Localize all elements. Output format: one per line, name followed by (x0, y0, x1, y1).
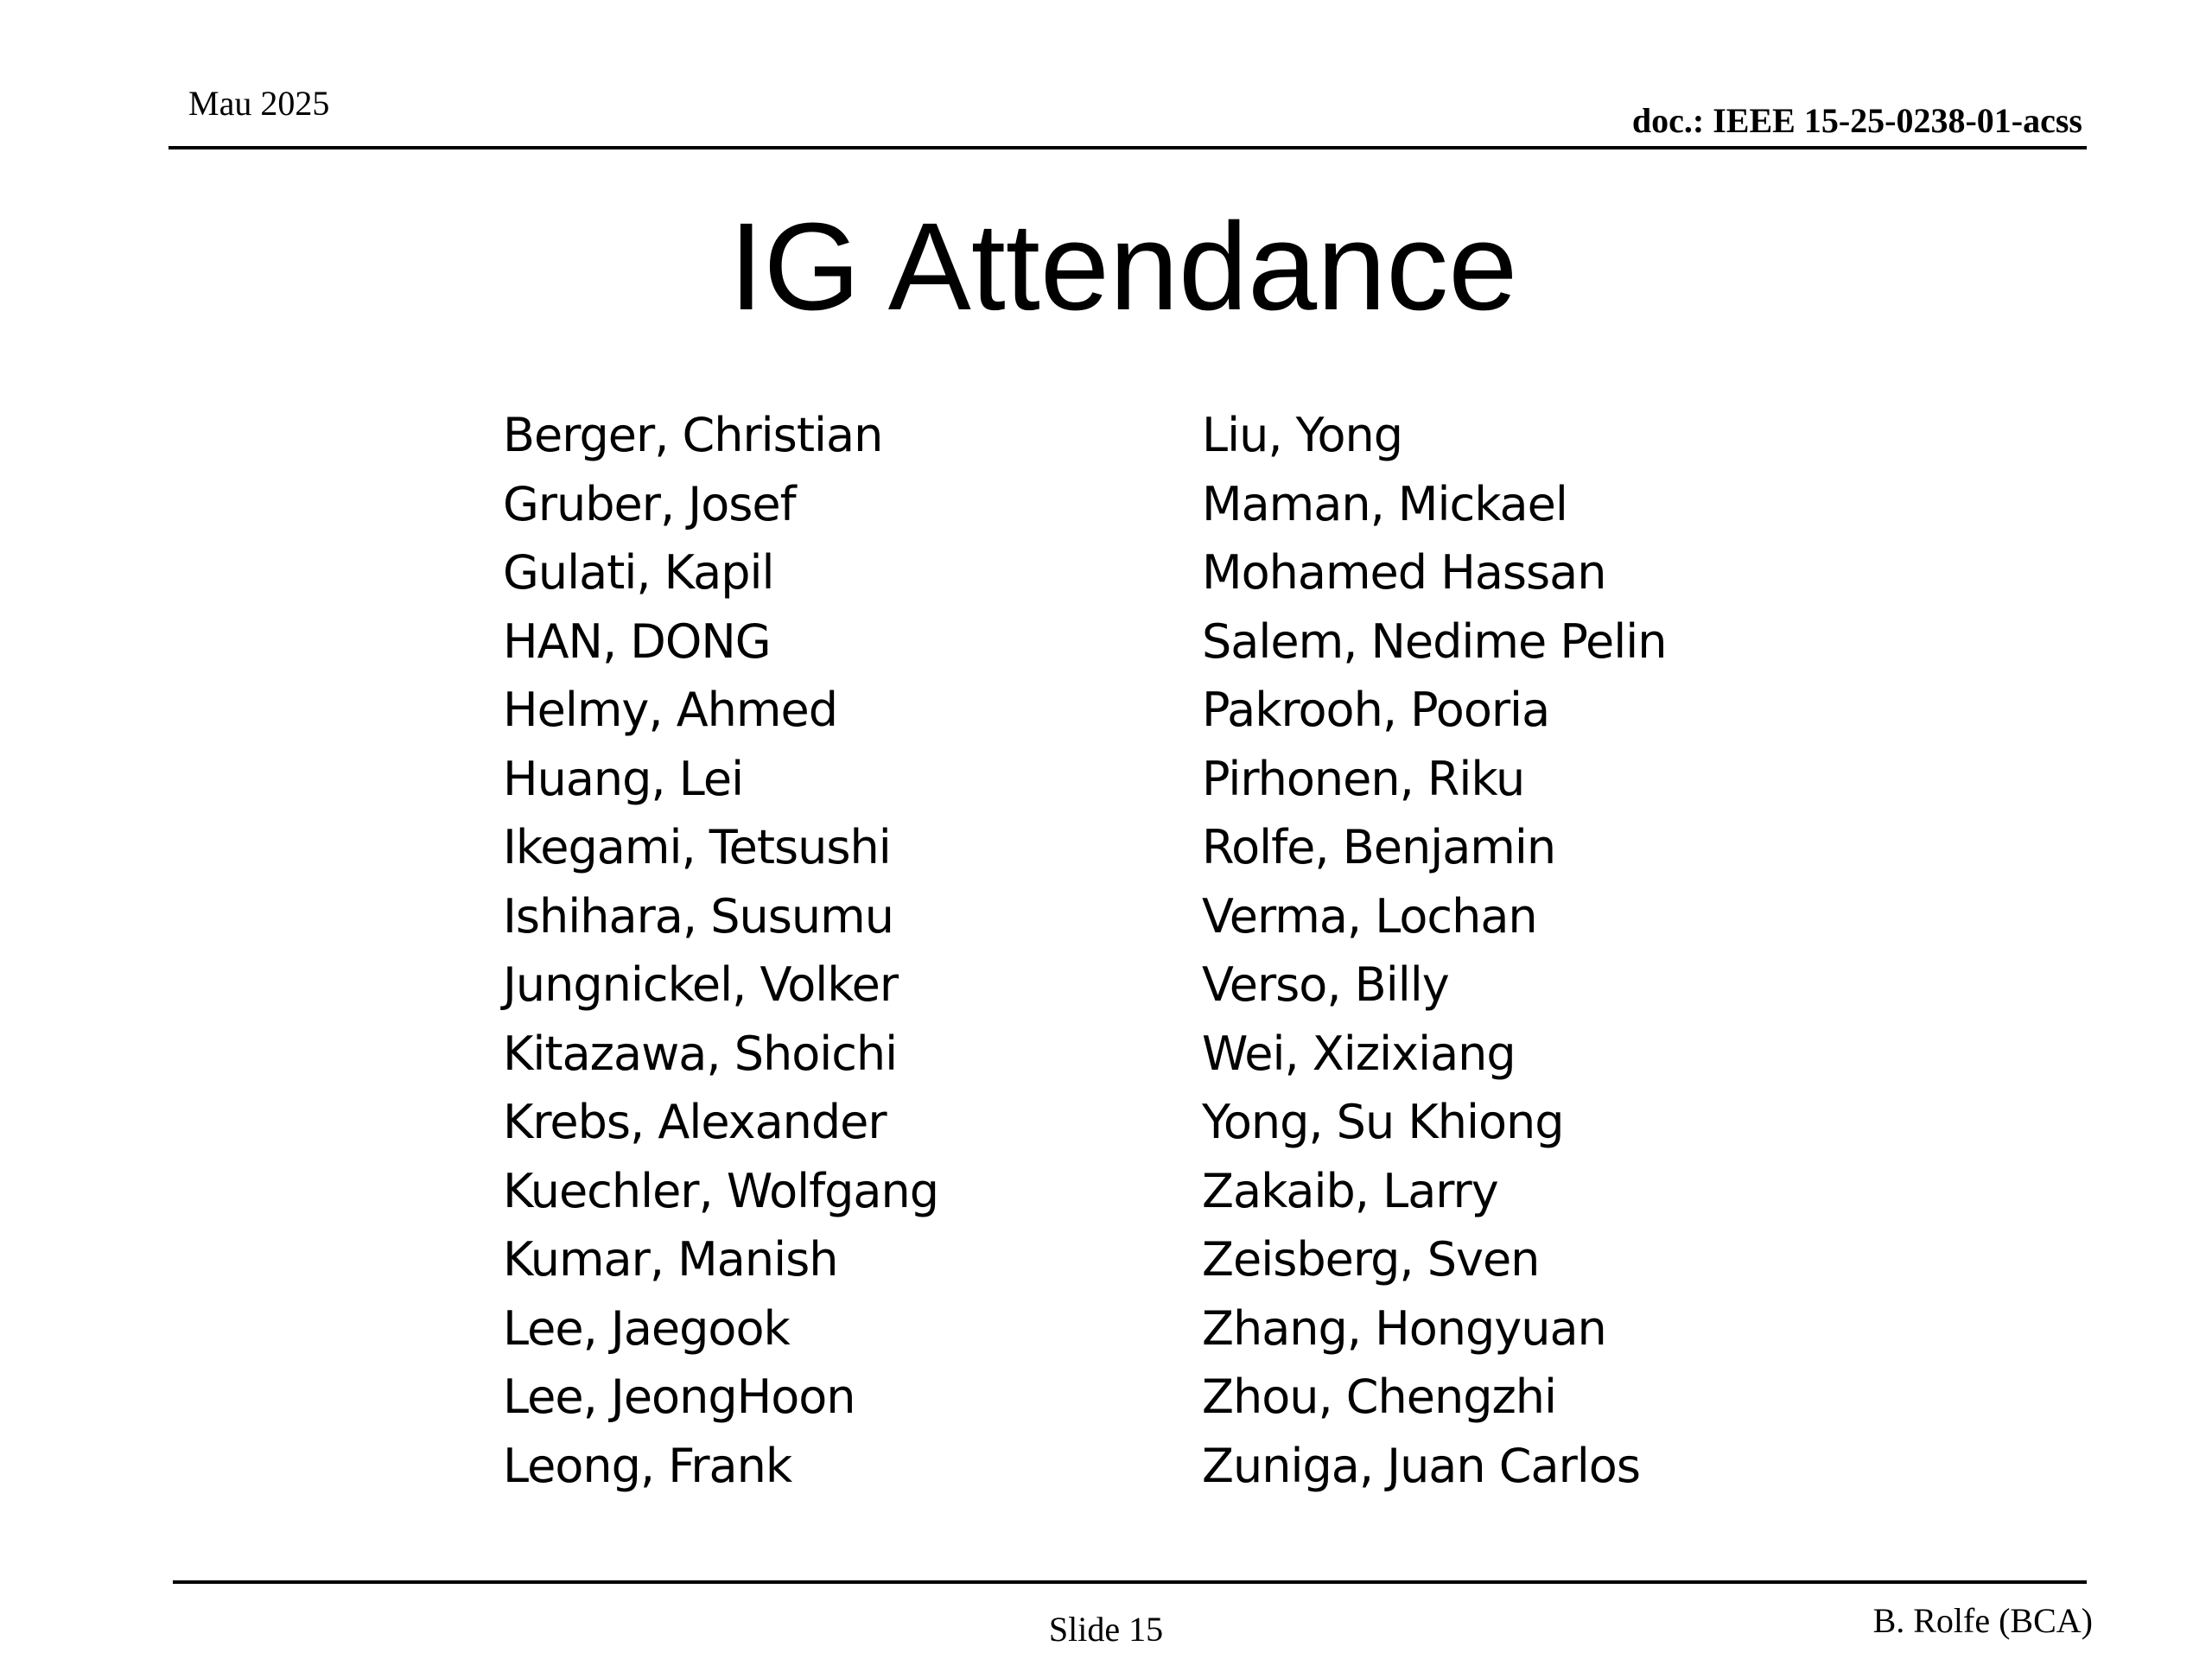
attendee-name: Yong, Su Khiong (1202, 1095, 1564, 1149)
attendee-name: Verso, Billy (1202, 957, 1449, 1012)
attendee-name: Maman, Mickael (1202, 476, 1567, 531)
header-divider (168, 146, 2087, 149)
attendee-name: Lee, JeongHoon (503, 1370, 855, 1424)
slide-title: IG Attendance (728, 197, 1518, 336)
footer-divider (173, 1580, 2087, 1584)
attendee-name: Pirhonen, Riku (1202, 751, 1525, 806)
attendee-name: Zhou, Chengzhi (1202, 1370, 1557, 1424)
attendee-name: Mohamed Hassan (1202, 545, 1606, 600)
attendee-name: Zakaib, Larry (1202, 1163, 1498, 1218)
attendee-name: Jungnickel, Volker (503, 957, 899, 1012)
attendee-name: Berger, Christian (503, 408, 883, 462)
attendee-name: Krebs, Alexander (503, 1095, 887, 1149)
header-doc-id: doc.: IEEE 15-25-0238-01-acss (1631, 101, 2082, 140)
attendee-name: Verma, Lochan (1202, 888, 1537, 944)
attendee-name: HAN, DONG (503, 613, 771, 669)
attendee-name: Zuniga, Juan Carlos (1202, 1438, 1640, 1493)
attendee-name: Helmy, Ahmed (503, 683, 837, 737)
attendee-name: Rolfe, Benjamin (1202, 820, 1556, 874)
attendee-name: Wei, Xizixiang (1202, 1026, 1516, 1081)
attendee-name: Leong, Frank (503, 1438, 792, 1493)
attendee-name: Lee, Jaegook (503, 1300, 790, 1356)
attendee-list-right (1202, 401, 1667, 1500)
header-date: Mau 2025 (188, 84, 330, 123)
attendee-name: Salem, Nedime Pelin (1202, 613, 1667, 669)
attendee-name: Kumar, Manish (503, 1232, 838, 1287)
attendee-name: Gruber, Josef (503, 476, 796, 531)
attendee-name: Kuechler, Wolfgang (503, 1163, 938, 1218)
attendee-name: Ishihara, Susumu (503, 888, 893, 944)
attendee-name: Pakrooh, Pooria (1202, 683, 1550, 737)
attendee-list-left (503, 401, 938, 1500)
attendee-name: Zhang, Hongyuan (1202, 1300, 1606, 1356)
footer-author: B. Rolfe (BCA) (1872, 1601, 2093, 1640)
attendee-name: Kitazawa, Shoichi (503, 1026, 898, 1081)
attendee-name: Gulati, Kapil (503, 545, 774, 600)
slide-number: Slide 15 (1048, 1610, 1164, 1649)
attendee-name: Huang, Lei (503, 751, 744, 806)
attendee-name: Ikegami, Tetsushi (503, 820, 891, 874)
attendee-name: Liu, Yong (1202, 408, 1402, 462)
attendee-name: Zeisberg, Sven (1202, 1232, 1540, 1287)
